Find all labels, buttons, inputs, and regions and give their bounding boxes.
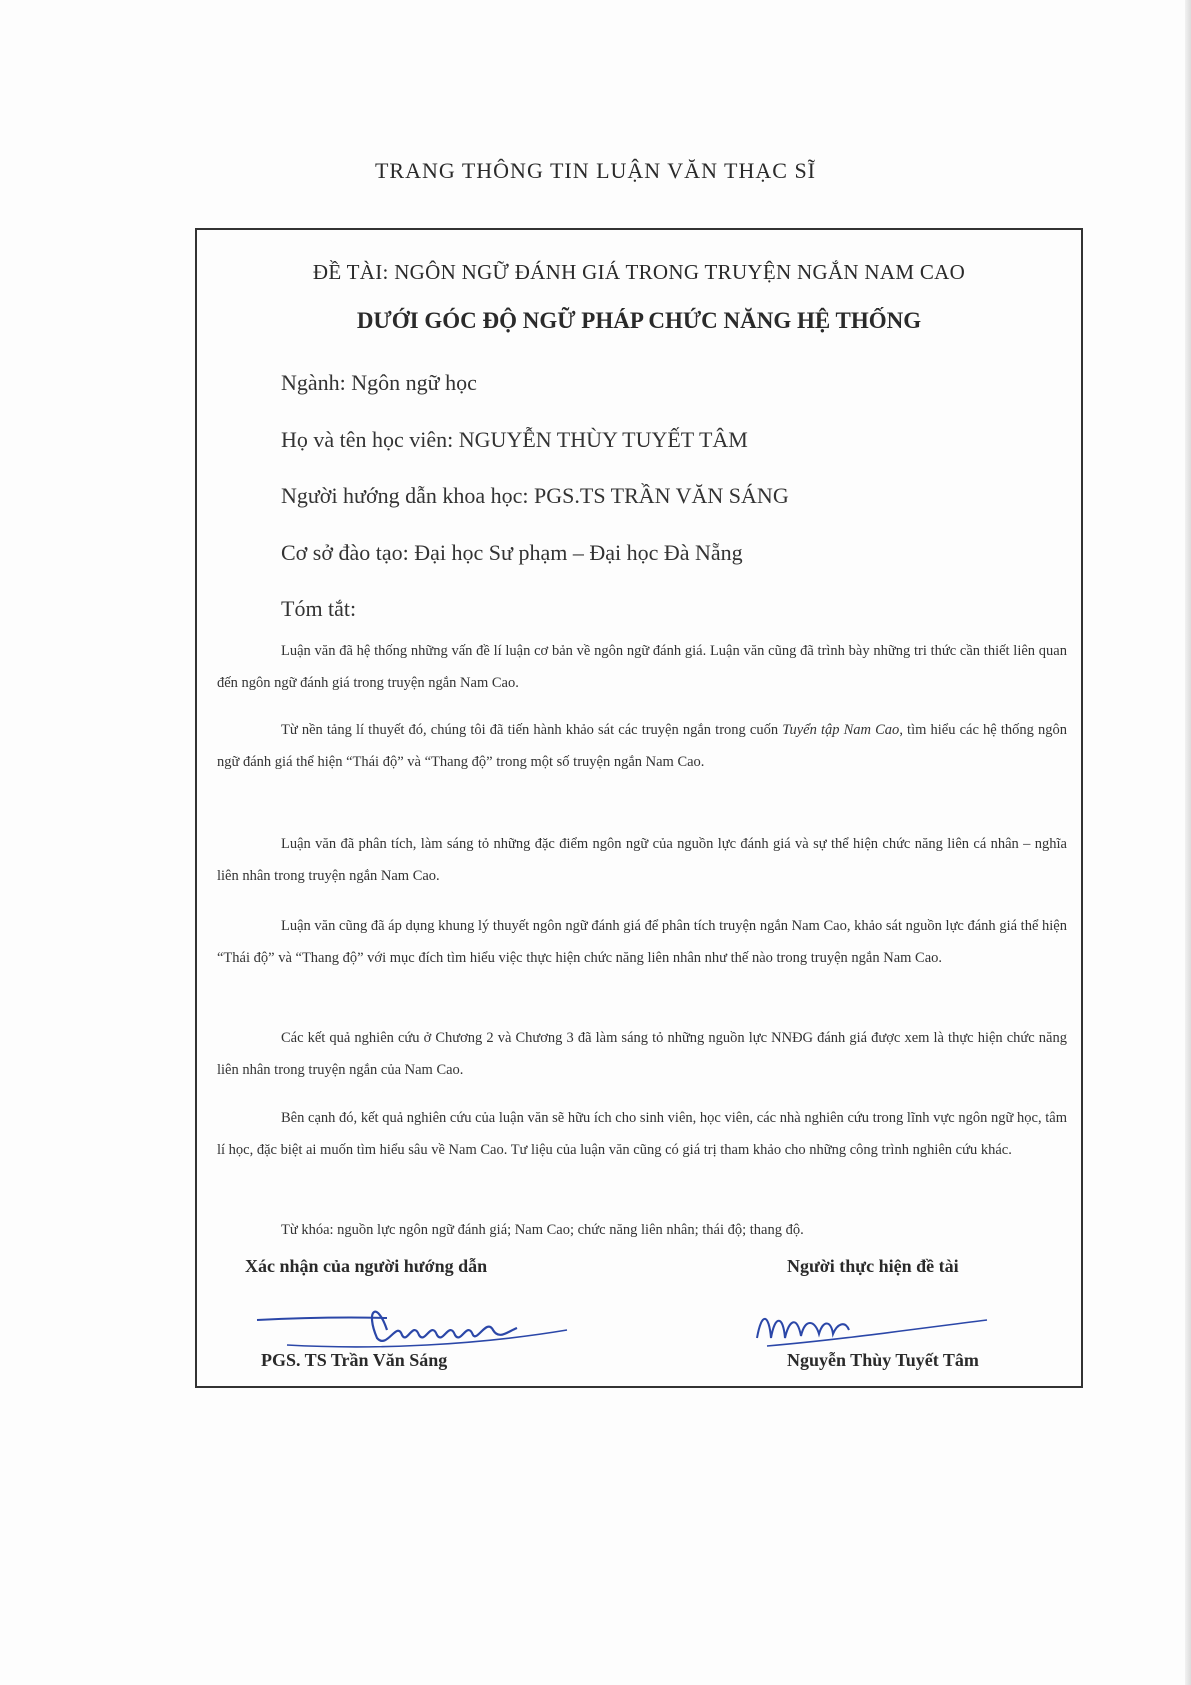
paragraph-2-text-b: , tìm hiểu các hệ thống ngôn ngữ đánh giá thể hiện “Thái độ” và “Thang độ” trong một số truyện ngắn Nam Cao.	[217, 722, 1067, 770]
document-title: TRANG THÔNG TIN LUẬN VĂN THẠC SĨ	[374, 158, 817, 183]
summary-paragraph-1: Luận văn đã hệ thống những vấn đề lí luận cơ bản về ngôn ngữ đánh giá. Luận văn cũng đã trình bày những tri thức cần thiết liên quan đến ngôn ngữ đánh giá trong truyện ngắn Nam Cao.	[217, 643, 1067, 691]
major-line: Ngành: Ngôn ngữ học	[281, 370, 477, 395]
summary-paragraph-3: Luận văn đã phân tích, làm sáng tỏ những đặc điểm ngôn ngữ của nguồn lực đánh giá và sự thể hiện chức năng liên cá nhân – nghĩa liên nhân trong truyện ngắn Nam Cao.	[217, 836, 1067, 884]
supervisor-line: Người hướng dẫn khoa học: PGS.TS TRẦN VĂN SÁNG	[281, 483, 789, 508]
supervisor-confirmation-heading: Xác nhận của người hướng dẫn	[245, 1256, 488, 1276]
keywords-line: Từ khóa: nguồn lực ngôn ngữ đánh giá; Nam Cao; chức năng liên nhân; thái độ; thang độ.	[281, 1222, 804, 1238]
scan-edge	[1185, 0, 1191, 1685]
topic-line-1: ĐỀ TÀI: NGÔN NGỮ ĐÁNH GIÁ TRONG TRUYỆN NGẮN NAM CAO	[312, 260, 966, 284]
summary-paragraph-4: Luận văn cũng đã áp dụng khung lý thuyết ngôn ngữ đánh giá để phân tích truyện ngắn Nam Cao, khảo sát nguồn lực đánh giá thể hiện “Thái độ” và “Thang độ” với mục đích tìm hiểu việc thực hiện chức năng liên nhân như thế nào trong truyện ngắn Nam Cao.	[217, 918, 1067, 966]
info-frame	[195, 228, 1083, 1388]
paragraph-2-text-a: Từ nền tảng lí thuyết đó, chúng tôi đã tiến hành khảo sát các truyện ngắn trong cuốn	[281, 722, 783, 738]
summary-paragraph-6: Bên cạnh đó, kết quả nghiên cứu của luận văn sẽ hữu ích cho sinh viên, học viên, các nhà nghiên cứu trong lĩnh vực ngôn ngữ học, tâm lí học, đặc biệt ai muốn tìm hiểu sâu về Nam Cao. Tư liệu của luận văn cũng có giá trị tham khảo cho những công trình nghiên cứu khác.	[217, 1110, 1067, 1158]
author-name: Nguyễn Thùy Tuyết Tâm	[787, 1350, 979, 1370]
summary-label: Tóm tắt:	[281, 596, 357, 621]
summary-paragraph-5: Các kết quả nghiên cứu ở Chương 2 và Chương 3 đã làm sáng tỏ những nguồn lực NNĐG đánh giá được xem là thực hiện chức năng liên nhân trong truyện ngắn của Nam Cao.	[217, 1030, 1067, 1078]
book-title: Tuyển tập Nam Cao	[782, 722, 900, 738]
student-line: Họ và tên học viên: NGUYỄN THÙY TUYẾT TÂM	[281, 427, 748, 452]
institution-line: Cơ sở đào tạo: Đại học Sư phạm – Đại học Đà Nẵng	[281, 540, 743, 565]
topic-line-2: DƯỚI GÓC ĐỘ NGỮ PHÁP CHỨC NĂNG HỆ THỐNG	[356, 308, 922, 333]
summary-paragraph-2	[217, 714, 1067, 778]
author-heading: Người thực hiện đề tài	[787, 1256, 959, 1276]
supervisor-name: PGS. TS Trần Văn Sáng	[261, 1350, 448, 1370]
